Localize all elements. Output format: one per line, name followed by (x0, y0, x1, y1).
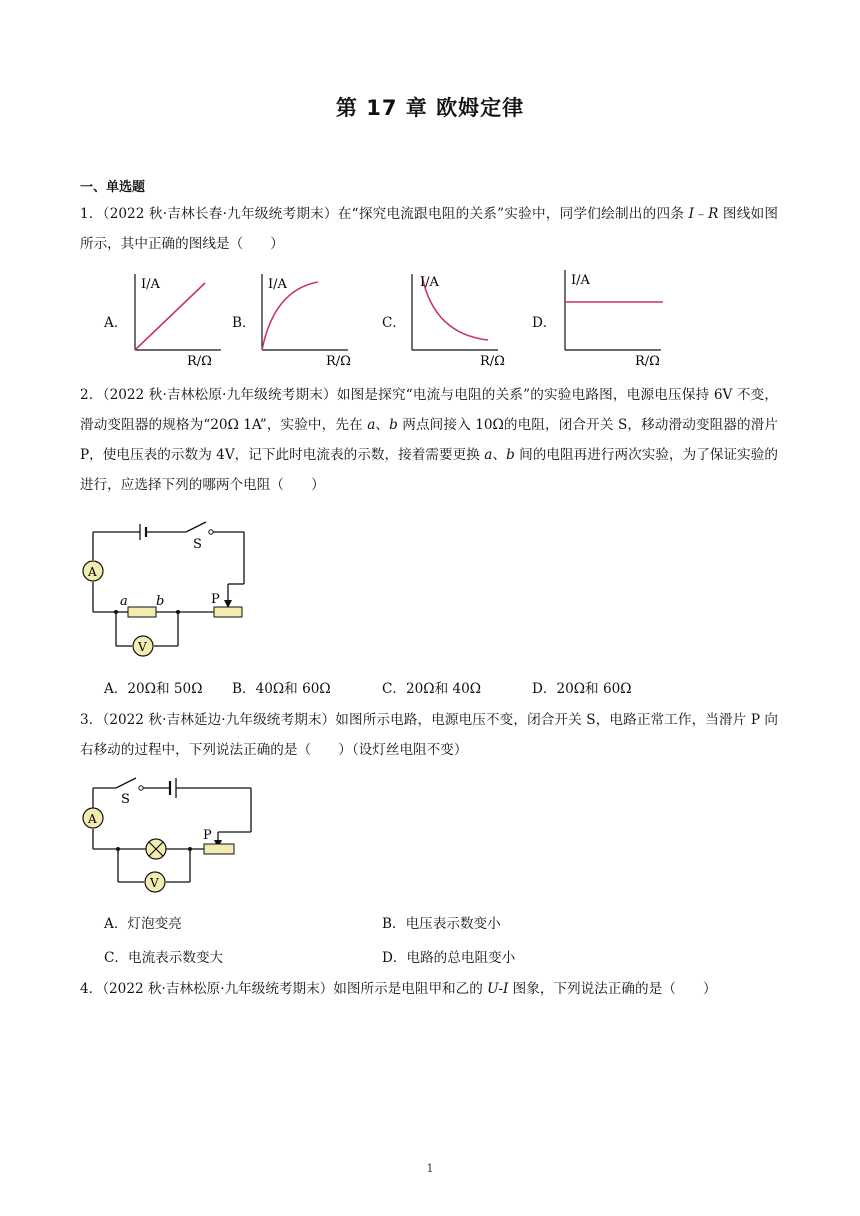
q2-option-c: C．20Ω和 40Ω (382, 681, 482, 697)
q2-rheostat (214, 607, 242, 617)
q1-option-b-label: B． (232, 315, 256, 331)
svg-text:P: P (203, 828, 212, 843)
q1-graph-b (252, 268, 362, 368)
q3-circuit-diagram (78, 772, 268, 897)
q1-graph-a (125, 268, 235, 368)
svg-text:V: V (150, 876, 159, 890)
svg-text:P: P (211, 592, 220, 607)
q1-graph-a-line (135, 283, 205, 350)
question-2-stem: 2．（2022 秋·吉林松原·九年级统考期末）如图是探究“电流与电阻的关系”的实验电路图，电源电压保持 6V 不变，滑动变阻器的规格为“20Ω 1A”，实验中，先在 a、b 两点间接入 10Ω的电阻，闭合开关 S，移动滑动变阻器的滑片 P，使电压表的示数为 4V，记下此时电流表的示数，接着需要更换 a、b 间的电阻再进行两次实验，为了保证实验的进行，应选择下列的哪两个电阻（ ） (80, 387, 779, 493)
svg-text:A: A (88, 565, 97, 579)
q2-option-b: B．40Ω和 60Ω (232, 681, 331, 697)
q2-option-a: A．20Ω和 50Ω (104, 681, 203, 697)
q1-graph-a-x-label: R/Ω (187, 354, 212, 368)
svg-text:a: a (120, 594, 128, 609)
q1-graph-c-x-label: R/Ω (480, 354, 505, 368)
q3-option-b: B．电压表示数变小 (382, 916, 501, 932)
chapter-title: 第 17 章 欧姆定律 (335, 96, 525, 120)
q1-graph-b-x-label: R/Ω (326, 354, 351, 368)
question-1-stem: 1．（2022 秋·吉林长春·九年级统考期末）在“探究电流跟电阻的关系”实验中，同学们绘制出的四条 I﹣R 图线如图所示，其中正确的图线是（ ） (80, 206, 779, 252)
q1-graph-a-y-label: I/A (141, 277, 160, 292)
q3-option-c: C．电流表示数变大 (104, 950, 224, 966)
q2-circuit-diagram (78, 512, 258, 662)
q3-option-d: D．电路的总电阻变小 (382, 950, 516, 966)
page-number: 1 (426, 1162, 434, 1175)
q1-graph-c-y-label: I/A (420, 275, 439, 290)
q3-option-a: A．灯泡变亮 (104, 916, 182, 932)
section-heading: 一、单选题 (80, 180, 146, 195)
q2-resistor (128, 607, 156, 617)
q1-option-c-label: C． (382, 315, 406, 331)
q1-graph-c (402, 268, 512, 368)
q1-graph-b-line (262, 282, 318, 350)
q1-option-a-label: A． (104, 315, 128, 331)
q1-graph-d (555, 262, 670, 372)
q1-graph-b-y-label: I/A (268, 277, 287, 292)
svg-text:S: S (193, 537, 202, 552)
question-4-stem: 4．（2022 秋·吉林松原·九年级统考期末）如图所示是电阻甲和乙的 U-I 图象，下列说法正确的是（ ） (80, 981, 717, 997)
svg-text:S: S (121, 792, 130, 807)
q1-graph-d-x-label: R/Ω (635, 354, 660, 369)
q1-option-d-label: D． (532, 315, 557, 331)
svg-text:A: A (88, 812, 97, 826)
question-3-stem: 3．（2022 秋·吉林延边·九年级统考期末）如图所示电路，电源电压不变，闭合开关 S，电路正常工作，当滑片 P 向右移动的过程中，下列说法正确的是（ ）（设灯丝电阻不变） (80, 712, 778, 758)
q1-graph-d-y-label: I/A (571, 273, 590, 288)
q3-rheostat (204, 844, 234, 854)
q2-option-d: D．20Ω和 60Ω (532, 681, 632, 697)
svg-text:V: V (138, 640, 147, 654)
svg-text:b: b (156, 594, 165, 609)
